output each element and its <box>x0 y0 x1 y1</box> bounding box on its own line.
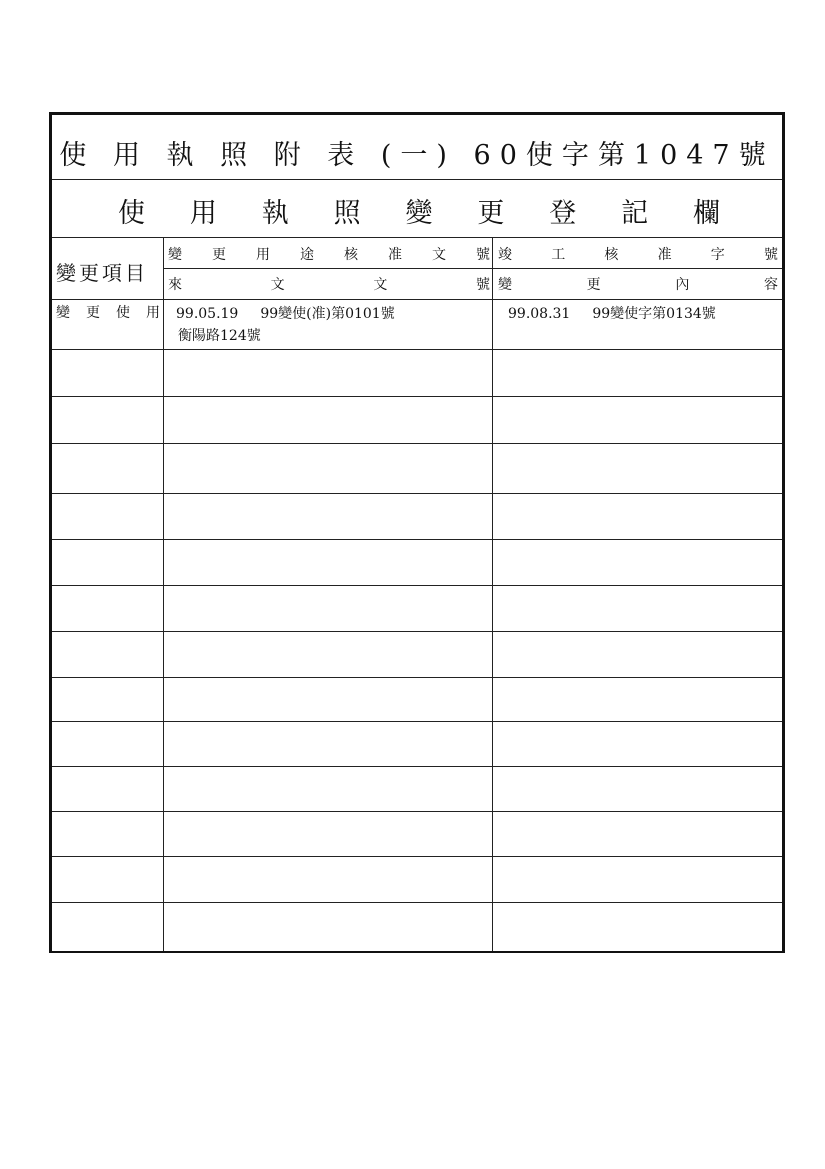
header-divider <box>163 268 782 269</box>
header-char: 工 <box>551 247 566 263</box>
row-item-char: 更 <box>86 305 100 321</box>
column-divider <box>492 237 493 951</box>
header-change-content <box>498 277 778 293</box>
section-title-char: 照 <box>333 198 361 229</box>
item-header: 變更項目 <box>56 261 148 285</box>
divider <box>52 237 782 238</box>
row-divider <box>52 585 782 586</box>
row-divider <box>52 493 782 494</box>
section-title-char: 變 <box>405 198 433 229</box>
row-divider <box>52 902 782 903</box>
header-char: 途 <box>300 247 314 263</box>
header-char: 內 <box>675 277 690 293</box>
approval-line <box>176 306 395 322</box>
header-char: 更 <box>586 277 601 293</box>
row-item-char: 使 <box>116 305 130 321</box>
address: 衡陽路124號 <box>178 328 261 344</box>
row-item <box>56 305 160 321</box>
row-divider <box>52 766 782 767</box>
row-divider <box>52 677 782 678</box>
row-divider <box>52 721 782 722</box>
header-incoming-doc <box>168 277 490 293</box>
header-char: 准 <box>388 247 402 263</box>
section-title-char: 執 <box>261 198 289 229</box>
header-char: 用 <box>256 247 270 263</box>
header-char: 文 <box>270 277 285 293</box>
row-divider <box>52 349 782 350</box>
approval-number: 99變使(准)第0101號 <box>260 306 395 322</box>
header-char: 核 <box>604 247 619 263</box>
header-char: 竣 <box>498 247 512 263</box>
section-title-char: 用 <box>189 198 217 229</box>
header-char: 號 <box>475 277 490 293</box>
row-divider <box>52 299 782 300</box>
header-char: 更 <box>212 247 226 263</box>
section-title-char: 更 <box>477 198 505 229</box>
header-char: 號 <box>476 247 490 263</box>
header-char: 變 <box>498 277 512 293</box>
header-approval-doc <box>168 247 490 263</box>
section-title-char: 使 <box>118 198 145 229</box>
header-char: 文 <box>432 247 446 263</box>
header-char: 來 <box>168 277 182 293</box>
section-title-char: 登 <box>549 198 577 229</box>
approval-date: 99.05.19 <box>176 306 239 322</box>
header-char: 字 <box>710 247 725 263</box>
section-title <box>52 191 782 230</box>
header-completion-no <box>498 247 778 263</box>
divider <box>52 179 782 180</box>
header-char: 容 <box>763 277 778 293</box>
completion-number: 99變使字第0134號 <box>592 306 716 322</box>
row-divider <box>52 396 782 397</box>
column-divider <box>163 237 164 951</box>
document-title: 使 用 執 照 附 表 (一) 60使字第1047號 <box>59 140 775 171</box>
registry-form <box>49 112 785 953</box>
completion-line <box>508 306 716 322</box>
header-char: 准 <box>657 247 672 263</box>
header-char: 變 <box>168 247 182 263</box>
row-divider <box>52 811 782 812</box>
row-item-char: 用 <box>146 305 160 321</box>
header-char: 文 <box>373 277 388 293</box>
header-char: 核 <box>344 247 358 263</box>
row-item-char: 變 <box>56 305 70 321</box>
section-title-char: 記 <box>621 198 649 229</box>
row-divider <box>52 539 782 540</box>
completion-date: 99.08.31 <box>508 306 571 322</box>
row-divider <box>52 631 782 632</box>
row-divider <box>52 856 782 857</box>
section-title-char: 欄 <box>693 198 720 229</box>
header-char: 號 <box>763 247 778 263</box>
row-divider <box>52 443 782 444</box>
